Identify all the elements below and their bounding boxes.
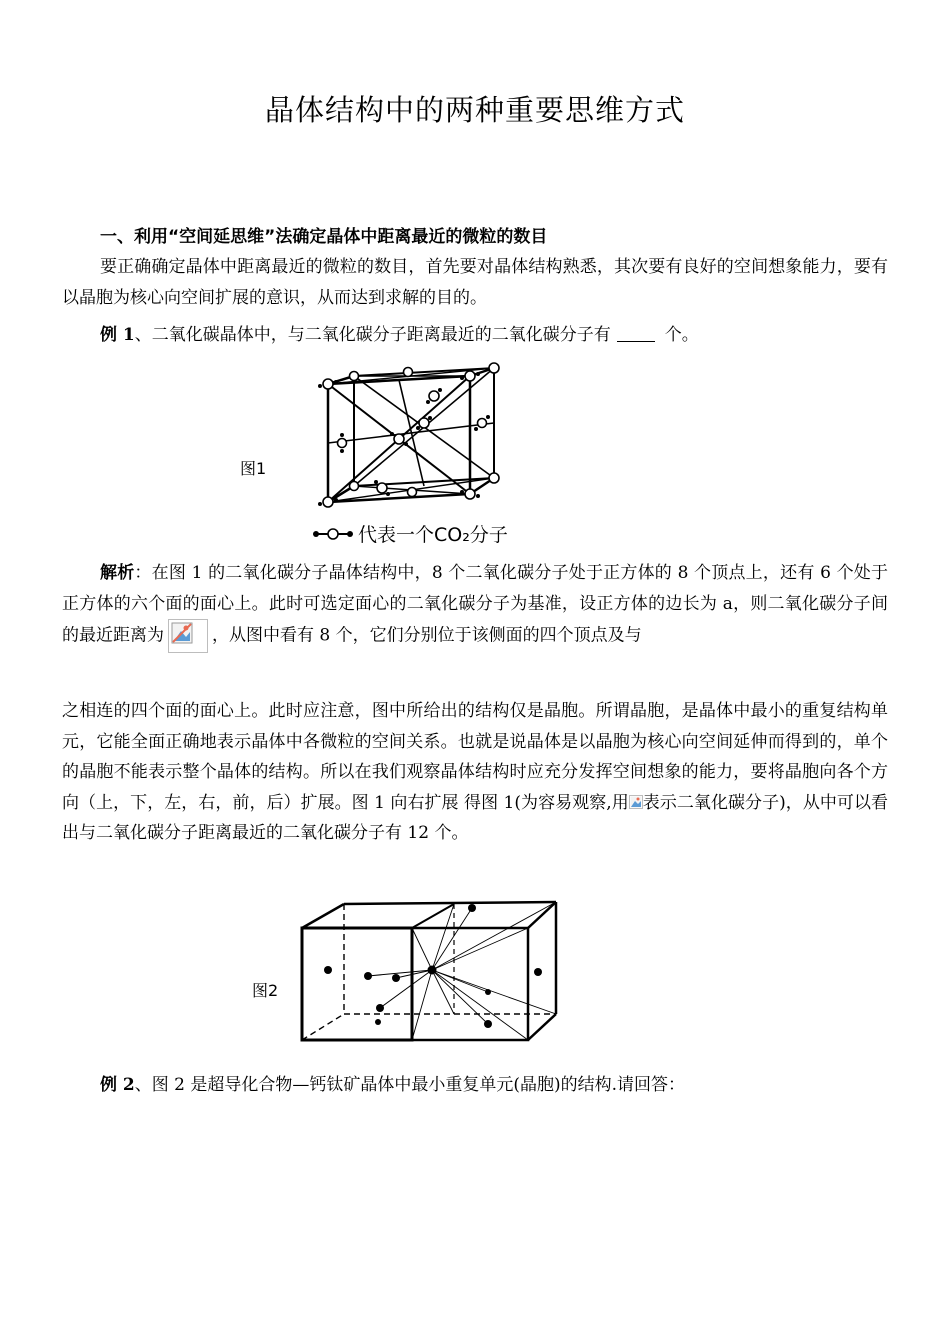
example1-label: 例 1 xyxy=(100,325,135,345)
example1-paragraph xyxy=(62,320,888,351)
formula-image-icon xyxy=(168,619,208,653)
figure1-co2-unit-cell xyxy=(312,356,512,516)
intro-paragraph xyxy=(62,252,888,313)
section-heading: 一、利用“空间延思维”法确定晶体中距离最近的微粒的数目 xyxy=(100,227,548,247)
example1-question: 、二氧化碳晶体中，与二氧化碳分子距离最近的二氧化碳分子有 xyxy=(134,325,611,345)
figure1-label: 图1 xyxy=(240,459,267,478)
co2-molecule-icon xyxy=(312,527,354,541)
analysis-text-2: ，从图中看有 8 个，它们分别位于该侧面的四个顶点及与 xyxy=(212,625,642,646)
example2-paragraph xyxy=(62,1070,888,1101)
analysis-text-3: 之相连的四个面的面心上。此时应注意，图中所给出的结构仅是晶胞。所谓晶胞，是晶体中最小的重复结构单元，它能全面正确地表示晶体中各微粒的空间关系。也就是说晶体是以晶胞为核心向空间延伸而得到的，单个的晶胞不能表示整个晶体的结构。所以在我们观察晶体结构时应充分发挥空间想象的能力，要将晶胞向各个方向（上，下，左，右，前，后）扩展。图 1 向右扩展 得图 1(为容易观察,用 xyxy=(62,701,888,813)
example2-label: 例 2 xyxy=(100,1075,135,1095)
legend-text: 代表一个CO₂分子 xyxy=(358,524,508,546)
figure2-label: 图2 xyxy=(252,981,279,1000)
answer-blank xyxy=(617,323,655,342)
analysis-label: 解析 xyxy=(100,563,135,583)
molecule-image-icon xyxy=(629,795,643,809)
figure2-perovskite-cells xyxy=(298,898,560,1044)
example2-text: 、图 2 是超导化合物—钙钛矿晶体中最小重复单元(晶胞)的结构.请回答： xyxy=(134,1075,686,1095)
analysis-paragraph-1 xyxy=(62,558,888,653)
example1-suffix: 个。 xyxy=(664,325,699,345)
analysis-text-4: 表示二氧化碳分子)，从中可以看出与二氧化碳分子距离最近的二氧化碳分子有 12 个。 xyxy=(62,792,888,843)
intro-text: 要正确确定晶体中距离最近的微粒的数目，首先要对晶体结构熟悉，其次要有良好的空间想象能力，要有以晶胞为核心向空间扩展的意识，从而达到求解的目的。 xyxy=(62,257,888,308)
figure1-legend xyxy=(312,520,508,547)
analysis-paragraph-2 xyxy=(62,696,888,849)
analysis-text-1: ：在图 1 的二氧化碳分子晶体结构中，8 个二氧化碳分子处于正方体的 8 个顶点上，还有 6 个处于正方体的六个面的面心上。此时可选定面心的二氧化碳分子为基准，设正方体的边长为 a，则二氧化碳分子间的最近距离为 xyxy=(62,563,888,646)
document-title: 晶体结构中的两种重要思维方式 xyxy=(264,93,685,127)
